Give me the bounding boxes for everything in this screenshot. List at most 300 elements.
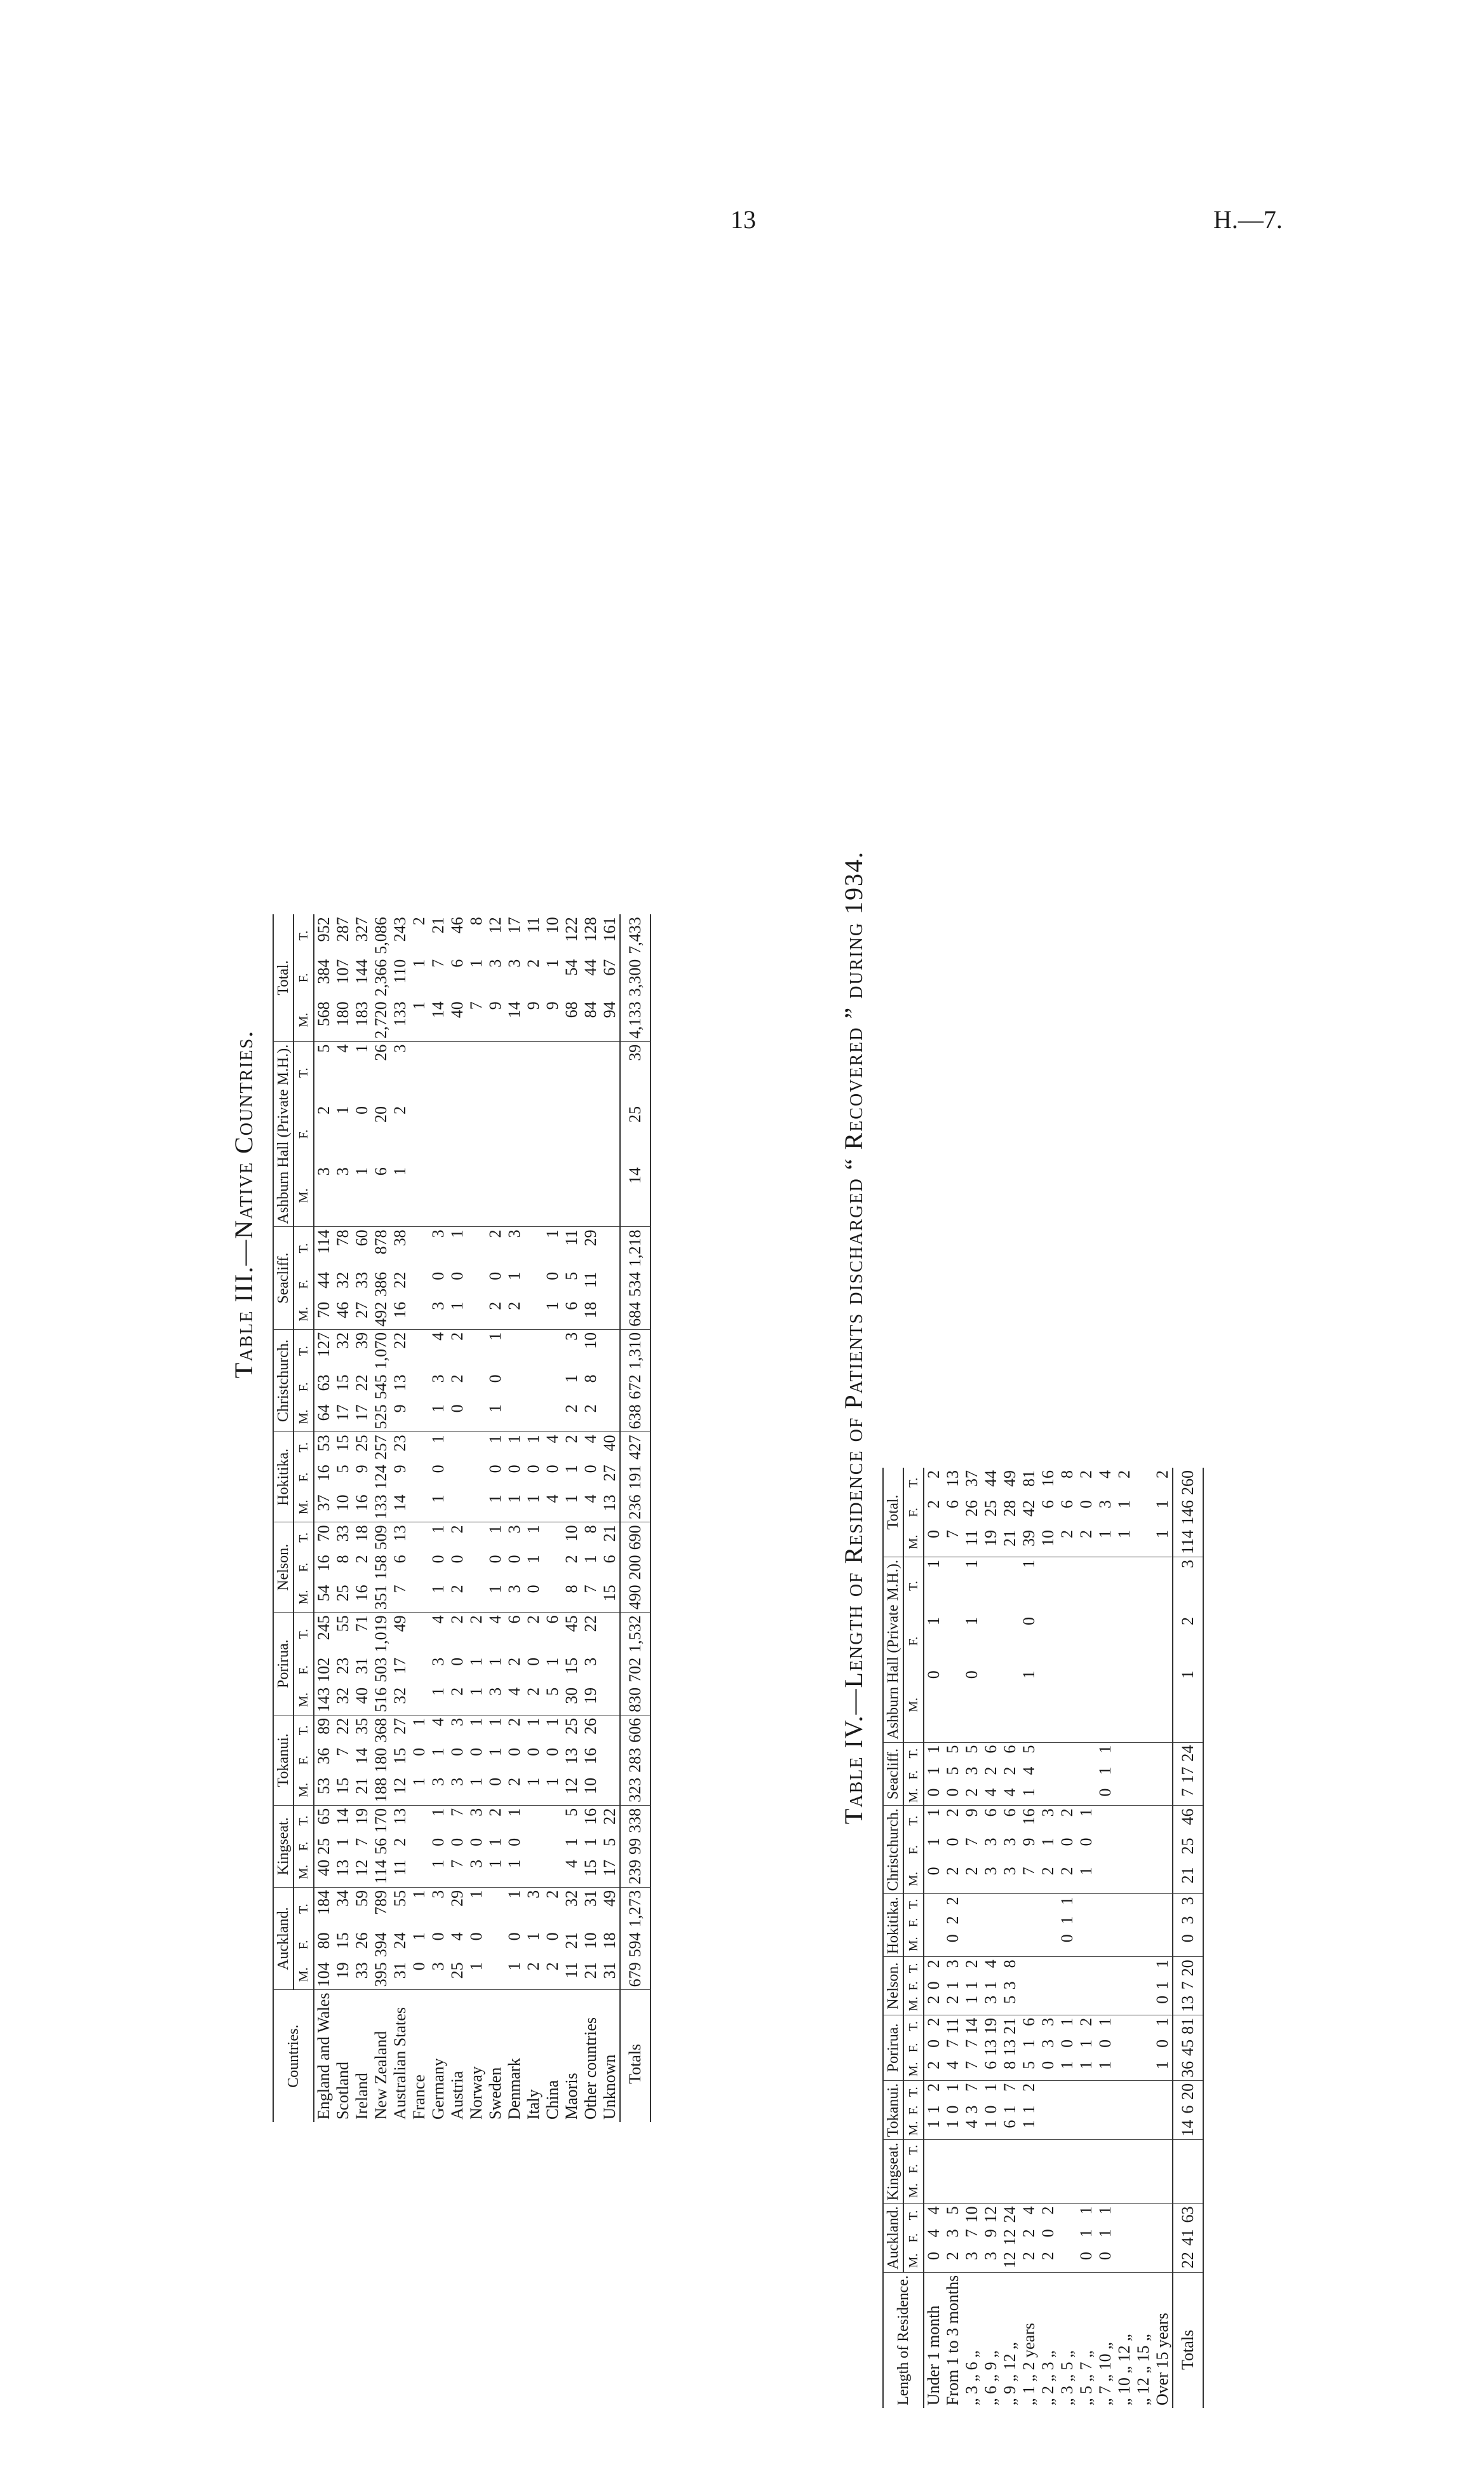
- table-cell: [524, 1857, 543, 1888]
- table-row: [314, 914, 334, 2122]
- table-cell: [1020, 2160, 1039, 2178]
- sub-column-header: T.: [903, 1894, 924, 1914]
- table-cell: [410, 1492, 429, 1522]
- sub-column-header: T.: [903, 2015, 924, 2037]
- table-cell: 56: [372, 1837, 390, 1855]
- table-cell: 1: [943, 2118, 962, 2140]
- table-cell: 545: [372, 1374, 390, 1400]
- table-cell: [1134, 1864, 1153, 1894]
- row-label: Scotland: [334, 2062, 352, 2120]
- sub-column-header: F.: [903, 1979, 924, 1993]
- table-cell: 5: [1020, 2059, 1039, 2081]
- table-cell: 4: [429, 1717, 447, 1726]
- column-group-header: Porirua.: [883, 2015, 903, 2080]
- table-cell: [467, 1104, 486, 1165]
- table-cell: [1058, 1979, 1077, 1993]
- totals-row: [620, 914, 651, 2122]
- table-row: [1058, 1468, 1077, 2408]
- table-cell: [1134, 2160, 1153, 2178]
- document-reference: H.—7.: [1213, 205, 1283, 234]
- table-cell: 11: [562, 1229, 581, 1246]
- table-row: [581, 914, 600, 2122]
- table-cell: 64: [314, 1402, 334, 1432]
- table-cell: [1153, 1614, 1173, 1668]
- table-cell: [410, 1522, 429, 1553]
- table-cell: [543, 1582, 562, 1613]
- table-cell: 1: [924, 2105, 943, 2114]
- table-cell: 1: [524, 1717, 543, 1726]
- table-cell: 6: [1039, 1499, 1057, 1508]
- table-cell: [1039, 1932, 1058, 1957]
- row-label: „ 1 „ 2 years: [1020, 2323, 1038, 2405]
- table-cell: 13: [981, 2039, 1000, 2056]
- table-cell: [1115, 1835, 1134, 1864]
- table-cell: 29: [448, 1890, 466, 1907]
- table-cell: 0: [448, 1402, 467, 1432]
- sub-column-header: T.: [903, 1742, 924, 1764]
- table-cell: 243: [391, 917, 409, 942]
- sub-column-header: T.: [293, 1522, 314, 1553]
- table-cell: 0: [448, 1555, 466, 1564]
- table-cell: 1: [410, 999, 429, 1041]
- table-cell: 1: [524, 1435, 543, 1444]
- table-cell: 180: [334, 999, 353, 1041]
- table-cell: 2: [981, 1766, 1000, 1775]
- table-cell: 3: [1001, 1981, 1019, 1990]
- table-cell: [410, 1836, 429, 1857]
- table-cell: 1: [581, 1837, 600, 1846]
- table-cell: [524, 1269, 543, 1299]
- table-cell: 5: [943, 2206, 962, 2215]
- table-cell: 24: [1173, 1742, 1203, 1764]
- table-cell: 15: [334, 1374, 352, 1391]
- table-cell: [1153, 2080, 1173, 2102]
- table-cell: 0: [429, 1465, 447, 1473]
- table-cell: [1058, 2226, 1077, 2249]
- table-cell: 22: [353, 1374, 371, 1391]
- table-cell: [1020, 1932, 1039, 1957]
- table-cell: [1115, 2160, 1134, 2178]
- table-cell: 6: [1001, 1808, 1019, 1817]
- table-cell: 14: [505, 999, 524, 1041]
- table-cell: 0: [467, 1837, 485, 1846]
- table-cell: [1134, 1764, 1153, 1786]
- table-cell: 2: [486, 1808, 504, 1817]
- sub-column-header: M.: [903, 2249, 924, 2272]
- table-cell: 525: [372, 1402, 391, 1432]
- table-cell: 19: [353, 1808, 371, 1825]
- table-cell: 2: [448, 1374, 466, 1383]
- table-cell: 2: [1020, 2249, 1039, 2272]
- table-cell: [1115, 1932, 1134, 1957]
- table-cell: 1: [505, 1959, 524, 1990]
- table-cell: 287: [334, 917, 352, 942]
- table-cell: 3: [391, 1044, 409, 1053]
- table-cell: 2: [962, 1959, 981, 1968]
- table-cell: 1: [1096, 1766, 1114, 1775]
- table-cell: 104: [314, 1959, 334, 1990]
- table-cell: 1: [1001, 2105, 1019, 2114]
- table-cell: 32: [334, 1271, 352, 1289]
- table-cell: 7: [1001, 2083, 1019, 2092]
- table-cell: [1134, 1957, 1153, 1979]
- table-cell: 36: [1173, 2059, 1203, 2081]
- table-cell: [600, 1299, 620, 1330]
- table-cell: [1115, 2178, 1134, 2203]
- table-cell: [1077, 2103, 1096, 2118]
- table-cell: 6: [1001, 1745, 1019, 1754]
- table-cell: [1115, 2059, 1134, 2081]
- sub-column-header: T.: [903, 2203, 924, 2226]
- sub-column-header: M.: [293, 999, 314, 1041]
- table-cell: [505, 1165, 524, 1227]
- table-cell: 2: [448, 1685, 467, 1715]
- table-cell: 0: [981, 2105, 1000, 2114]
- table-cell: [1058, 2080, 1077, 2102]
- sub-column-header: T.: [293, 1805, 314, 1836]
- table-cell: 1: [353, 1044, 371, 1053]
- table-cell: 1: [334, 1106, 352, 1114]
- sub-column-header: F.: [293, 1104, 314, 1165]
- table-cell: 239: [620, 1857, 651, 1888]
- column-group-header: Ashburn Hall (Private M.H.).: [883, 1557, 903, 1742]
- table-cell: 2: [543, 1890, 562, 1898]
- table-cell: 16: [391, 1299, 410, 1330]
- table-cell: 54: [562, 959, 581, 976]
- table-cell: 1,532: [620, 1613, 651, 1655]
- table-cell: 21: [429, 917, 447, 934]
- sub-column-header: T.: [903, 1468, 924, 1498]
- row-label: Norway: [467, 2066, 485, 2120]
- table-cell: 509: [372, 1525, 390, 1550]
- table-cell: [924, 1932, 943, 1957]
- table-cell: [524, 1227, 543, 1269]
- table-cell: 19: [581, 1685, 600, 1715]
- table-cell: 59: [353, 1890, 371, 1907]
- table-cell: [1001, 2160, 1020, 2178]
- table-cell: 3: [467, 1808, 485, 1817]
- table-cell: 10: [581, 1932, 600, 1949]
- table-cell: [410, 1041, 429, 1104]
- table-cell: [1058, 2160, 1077, 2178]
- table-cell: [448, 1462, 467, 1492]
- table-cell: 1: [924, 1559, 943, 1568]
- table-cell: 4: [429, 1332, 447, 1341]
- table-cell: 63: [314, 1374, 333, 1391]
- sub-column-header: F.: [293, 1745, 314, 1775]
- table-cell: 7: [943, 1527, 962, 1557]
- table-cell: [1020, 2140, 1039, 2160]
- sub-column-header: F.: [903, 1914, 924, 1932]
- table-cell: 8: [1001, 2059, 1020, 2081]
- table-cell: 702: [620, 1655, 651, 1685]
- table-cell: 114: [372, 1857, 391, 1888]
- table-row: [981, 1468, 1001, 2408]
- table-cell: 4: [962, 2118, 981, 2140]
- table-cell: 26: [962, 1499, 981, 1517]
- table-cell: [448, 1165, 467, 1227]
- table-cell: [981, 1557, 1001, 1614]
- table-row: [448, 914, 467, 2122]
- table-cell: 70: [314, 1525, 333, 1542]
- table-cell: 2: [353, 1555, 371, 1564]
- table-cell: 12: [353, 1857, 372, 1888]
- table-cell: 17: [505, 917, 523, 934]
- table-cell: 16: [581, 1747, 600, 1764]
- table-cell: 7: [962, 2039, 981, 2048]
- table-cell: [943, 1557, 962, 1614]
- table-cell: [524, 1372, 543, 1402]
- table-cell: 1: [486, 1857, 505, 1888]
- column-group-header: Nelson.: [883, 1957, 903, 2015]
- table-cell: 25: [353, 1435, 371, 1452]
- table-cell: 11: [524, 917, 543, 933]
- table-cell: 12: [562, 1775, 581, 1806]
- table-cell: 60: [353, 1229, 371, 1247]
- table-cell: 4: [981, 1786, 1001, 1806]
- table-cell: 13: [391, 1525, 409, 1542]
- table-cell: [1115, 2080, 1134, 2102]
- table-cell: 5: [562, 1271, 581, 1280]
- table-cell: 32: [391, 1685, 410, 1715]
- table-cell: 5: [314, 1044, 333, 1053]
- table-cell: 6: [600, 1555, 619, 1564]
- table-cell: 1: [1153, 2017, 1171, 2026]
- sub-column-header: T.: [293, 1227, 314, 1269]
- table-cell: 25: [1173, 1835, 1203, 1864]
- table-cell: 18: [600, 1932, 619, 1949]
- table-cell: 0: [524, 1747, 543, 1756]
- table-cell: 0: [1039, 2059, 1058, 2081]
- table-cell: 0: [448, 1747, 466, 1756]
- column-group-header: Hokitika.: [273, 1432, 293, 1522]
- table-cell: [524, 1299, 543, 1330]
- table-cell: [410, 1269, 429, 1299]
- column-group-header: Total.: [273, 914, 293, 1041]
- table-cell: 2: [943, 2249, 962, 2272]
- sub-column-header: M.: [293, 1959, 314, 1990]
- sub-column-header: M.: [903, 1932, 924, 1957]
- table-cell: [1134, 2118, 1153, 2140]
- table-cell: 1: [486, 1525, 504, 1534]
- table-cell: 6: [981, 2059, 1001, 2081]
- table-cell: 143: [314, 1685, 334, 1715]
- table-cell: [600, 1372, 620, 1402]
- column-group-header: Kingseat.: [883, 2140, 903, 2203]
- table-cell: 7: [448, 1808, 466, 1817]
- table-cell: [981, 2160, 1001, 2178]
- table-cell: [1153, 2103, 1173, 2118]
- table-cell: 3: [505, 1229, 523, 1238]
- sub-column-header: M.: [903, 1864, 924, 1894]
- table-cell: 3: [1173, 1557, 1203, 1614]
- row-label: China: [543, 2080, 562, 2120]
- table-cell: 368: [372, 1717, 390, 1743]
- column-group-header: Ashburn Hall (Private M.H.).: [273, 1041, 293, 1227]
- row-label: „ 3 „ 6 „: [962, 2350, 981, 2405]
- table-cell: [410, 1165, 429, 1227]
- table-cell: [943, 2160, 962, 2178]
- table-cell: 2: [1039, 2206, 1057, 2215]
- table-cell: 257: [372, 1435, 390, 1460]
- table-cell: 46: [334, 1299, 353, 1330]
- column-group-header: Christchurch.: [273, 1329, 293, 1432]
- sub-column-header: M.: [293, 1492, 314, 1522]
- table-cell: 188: [372, 1775, 391, 1806]
- table-cell: [962, 1914, 981, 1932]
- table-cell: 191: [620, 1462, 651, 1492]
- row-label: Australian States: [391, 2007, 409, 2120]
- table-cell: 133: [372, 1492, 391, 1522]
- row-label: „ 9 „ 12 „: [1001, 2342, 1019, 2405]
- table-cell: 2: [924, 1470, 943, 1478]
- table-cell: [543, 1522, 562, 1553]
- row-label: „ 10 „ 12 „: [1115, 2334, 1133, 2405]
- table-cell: 11: [581, 1271, 600, 1288]
- table-cell: 44: [314, 1271, 333, 1289]
- table-cell: [600, 1775, 620, 1806]
- table-cell: 3: [314, 1165, 334, 1227]
- table-cell: [410, 1299, 429, 1330]
- table-cell: [1039, 1764, 1058, 1786]
- table-cell: [600, 1685, 620, 1715]
- table-cell: [1039, 2103, 1058, 2118]
- table-cell: 503: [372, 1657, 390, 1682]
- table-cell: 672: [620, 1372, 651, 1402]
- table-cell: [1096, 1614, 1115, 1668]
- table-cell: 3: [1001, 1837, 1019, 1846]
- table-cell: 1: [1153, 1959, 1171, 1968]
- table-cell: [1077, 1932, 1096, 1957]
- table-cell: 516: [372, 1685, 391, 1715]
- table-cell: 323: [620, 1775, 651, 1806]
- table-cell: [924, 2140, 943, 2160]
- table-cell: 19: [981, 2017, 1000, 2034]
- table-cell: 3: [429, 1959, 448, 1990]
- table-cell: 679: [620, 1959, 651, 1990]
- table-cell: 19: [334, 1959, 353, 1990]
- table-cell: [1153, 2249, 1173, 2272]
- sub-column-header: M.: [903, 1786, 924, 1806]
- column-group-header: Tokanui.: [273, 1715, 293, 1805]
- table-cell: 1: [1039, 1837, 1057, 1846]
- table-cell: 1: [1096, 1527, 1115, 1557]
- table-cell: [543, 1836, 562, 1857]
- table-cell: [1153, 1764, 1173, 1786]
- table-cell: 0: [505, 1747, 523, 1756]
- table-cell: 161: [600, 917, 619, 942]
- table-cell: [1115, 1668, 1134, 1742]
- table-cell: 28: [1001, 1499, 1019, 1517]
- table-cell: 351: [372, 1582, 391, 1613]
- table-cell: [981, 2178, 1001, 2203]
- table-cell: 490: [620, 1582, 651, 1613]
- table-cell: 1: [1096, 2017, 1114, 2026]
- table-cell: 3: [448, 1775, 467, 1806]
- table-cell: 1: [524, 1932, 543, 1941]
- table-cell: 27: [353, 1299, 372, 1330]
- table-cell: [1153, 1786, 1173, 1806]
- table-cell: 3: [429, 1299, 448, 1330]
- table-cell: [581, 1041, 600, 1104]
- table-cell: [467, 1402, 486, 1432]
- row-label: „ 7 „ 10 „: [1096, 2342, 1114, 2405]
- table-cell: [1058, 1742, 1077, 1764]
- table-cell: [543, 1329, 562, 1372]
- table-cell: [1096, 1914, 1115, 1932]
- table-cell: 0: [1096, 2039, 1114, 2048]
- table-row: [1039, 1468, 1058, 2408]
- table-cell: [962, 1894, 981, 1914]
- table-cell: 1,218: [620, 1227, 651, 1269]
- table-cell: [1134, 2015, 1153, 2037]
- table-cell: 568: [314, 999, 334, 1041]
- table-cell: 1: [486, 1837, 504, 1846]
- table-cell: 184: [314, 1890, 333, 1915]
- table-cell: 638: [620, 1402, 651, 1432]
- table-cell: 6: [448, 959, 466, 968]
- table-cell: [1173, 2140, 1203, 2160]
- sub-column-header: T.: [293, 1432, 314, 1463]
- table-cell: 3: [943, 2229, 962, 2238]
- sub-column-header: F.: [903, 2160, 924, 2178]
- table-cell: [543, 1372, 562, 1402]
- table-cell: [1039, 1557, 1058, 1614]
- table-cell: 24: [1001, 2206, 1019, 2223]
- table-cell: 94: [600, 999, 620, 1041]
- table-cell: 0: [505, 1932, 523, 1941]
- table-row: [524, 914, 543, 2122]
- sub-column-header: M.: [293, 1775, 314, 1806]
- table-cell: 327: [353, 917, 371, 942]
- table-cell: 22: [334, 1717, 352, 1735]
- column-group-header: Nelson.: [273, 1522, 293, 1613]
- table-cell: 10: [334, 1492, 353, 1522]
- table-cell: [1058, 1668, 1077, 1742]
- table-cell: 0: [429, 1271, 447, 1280]
- table-cell: [1134, 1468, 1153, 1498]
- table-cell: 1: [1115, 1527, 1134, 1557]
- table-cell: 1: [562, 1837, 581, 1846]
- table-cell: [467, 1299, 486, 1330]
- sub-column-header: M.: [903, 1993, 924, 2015]
- table-cell: 22: [600, 1808, 619, 1825]
- table-cell: 12: [1001, 2249, 1020, 2272]
- table-cell: 16: [1020, 1808, 1038, 1825]
- table-iv-title: Table IV.—Length of Residence of Patients discharged “ Recovered ” during 1934.: [839, 850, 868, 1825]
- column-group-header: Christchurch.: [883, 1806, 903, 1894]
- table-cell: [1134, 2059, 1153, 2081]
- table-cell: 1: [505, 1857, 524, 1888]
- table-row: [486, 914, 505, 2122]
- table-cell: 71: [353, 1615, 371, 1632]
- table-cell: 42: [1020, 1499, 1038, 1517]
- sub-column-header: T.: [293, 1715, 314, 1745]
- row-label: „ 6 „ 9 „: [981, 2350, 1000, 2405]
- table-cell: 2: [448, 1582, 467, 1613]
- table-cell: [543, 1402, 562, 1432]
- table-cell: [600, 1165, 620, 1227]
- table-cell: 1: [505, 1271, 523, 1280]
- table-cell: 10: [581, 1332, 600, 1349]
- table-cell: 1: [353, 1165, 372, 1227]
- sub-column-header: T.: [903, 1557, 924, 1614]
- table-cell: 0: [943, 1786, 962, 1806]
- sub-column-header: F.: [293, 1372, 314, 1402]
- table-cell: 11: [562, 1959, 581, 1990]
- table-cell: [924, 2178, 943, 2203]
- page-number: 13: [731, 205, 756, 234]
